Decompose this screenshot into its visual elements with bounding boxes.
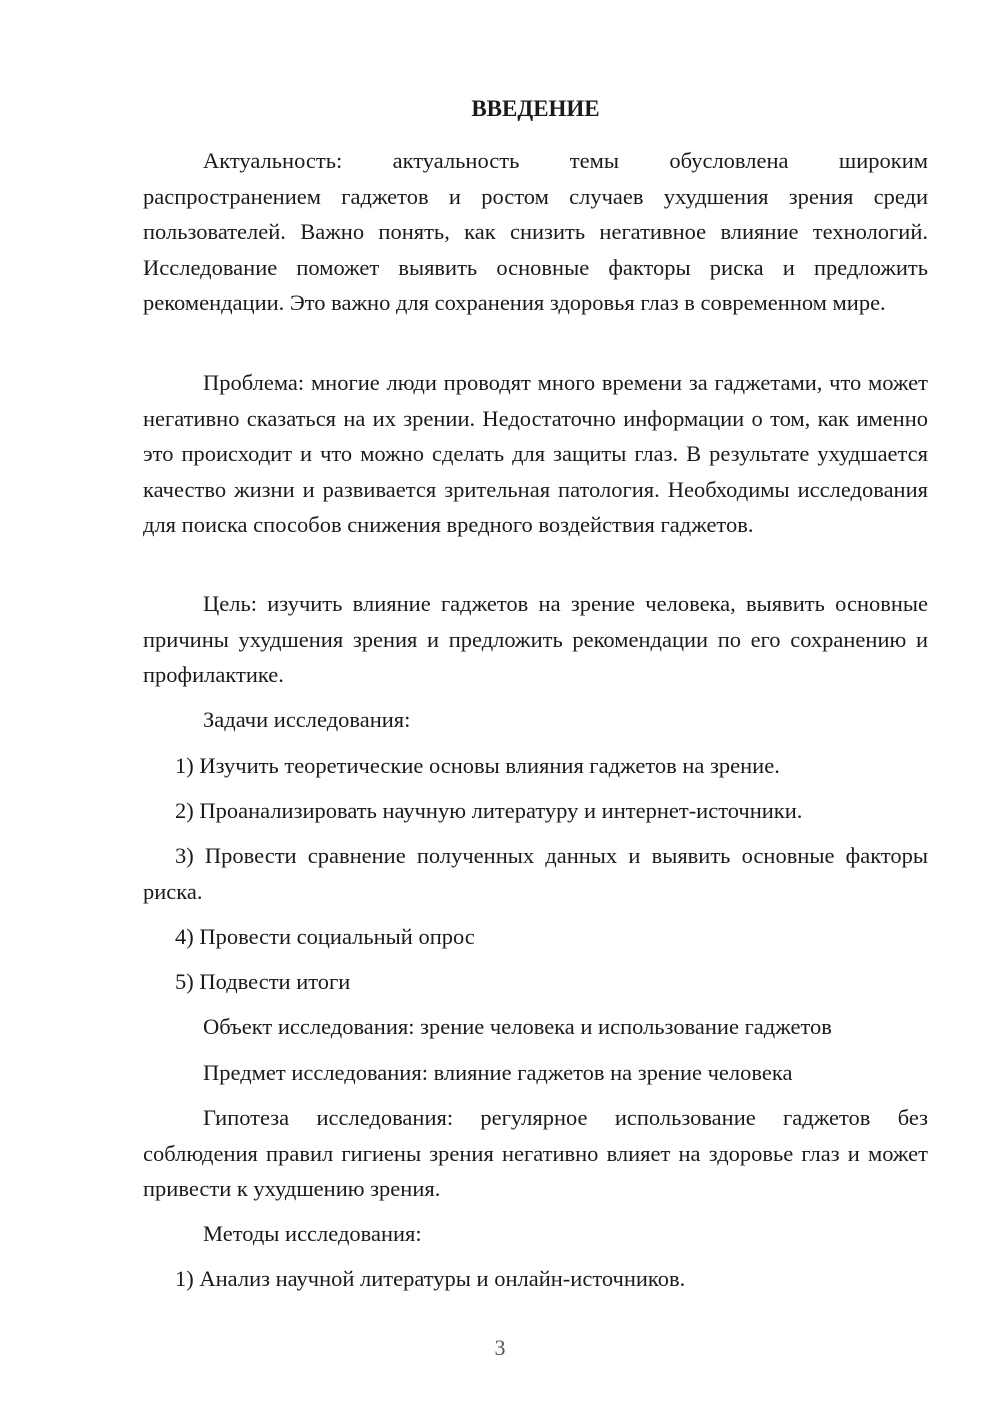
problem-paragraph: Проблема: многие люди проводят много времени за гаджетами, что может негативно сказаться на их зрении. Недостаточно информации о том, как именно это происходит и что можно сделать для защиты глаз. В результате ухудшается качество жизни и развивается зрительная патология. Необходимы исследования для поиска способов снижения вредного воздействия гаджетов.: [143, 370, 928, 537]
relevance-paragraph: Актуальность: актуальность темы обусловлена широким распространением гаджетов и ростом случаев ухудшения зрения среди пользователей. Важно понять, как снизить негативное влияние технологий. Исследование поможет выявить основные факторы риска и предложить рекомендации. Это важно для сохранения здоровья глаз в современном мире.: [143, 148, 928, 315]
task-item-5: 5) Подвести итоги: [175, 969, 351, 994]
research-subject: Предмет исследования: влияние гаджетов на зрение человека: [203, 1060, 793, 1085]
hypothesis-paragraph: Гипотеза исследования: регулярное использование гаджетов без соблюдения правил гигиены зрения негативно влияет на здоровье глаз и может привести к ухудшению зрения.: [143, 1105, 928, 1201]
page-number: 3: [494, 1335, 506, 1360]
section-heading: ВВЕДЕНИЕ: [471, 96, 600, 121]
methods-heading: Методы исследования:: [203, 1221, 422, 1246]
goal-paragraph: Цель: изучить влияние гаджетов на зрение человека, выявить основные причины ухудшения зрения и предложить рекомендации по его сохранению и профилактике.: [143, 591, 928, 687]
method-item-1: 1) Анализ научной литературы и онлайн-источников.: [175, 1266, 686, 1291]
research-object: Объект исследования: зрение человека и использование гаджетов: [203, 1014, 832, 1039]
task-item-2: 2) Проанализировать научную литературу и интернет-источники.: [175, 798, 803, 823]
tasks-heading: Задачи исследования:: [203, 707, 411, 732]
task-item-3: 3) Провести сравнение полученных данных и выявить основные факторы риска.: [143, 843, 928, 904]
task-item-1: 1) Изучить теоретические основы влияния гаджетов на зрение.: [175, 753, 780, 778]
task-item-4: 4) Провести социальный опрос: [175, 924, 475, 949]
